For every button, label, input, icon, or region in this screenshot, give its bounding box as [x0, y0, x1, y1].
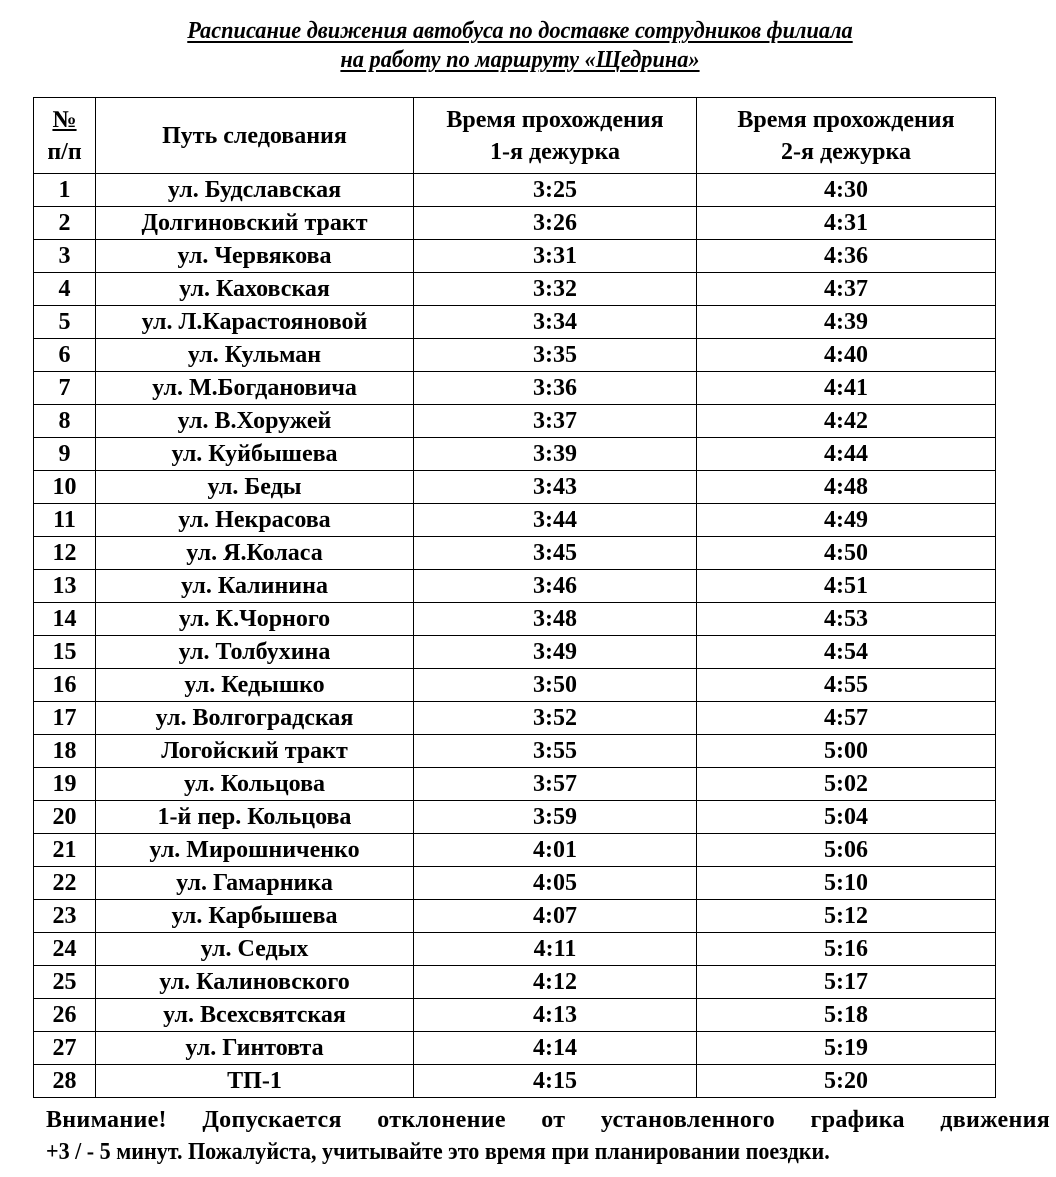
- row-path: ул. Некрасова: [96, 504, 414, 537]
- row-time-1: 4:01: [414, 834, 697, 867]
- row-time-2: 4:37: [697, 273, 996, 306]
- row-path: ул. Всехсвятская: [96, 999, 414, 1032]
- row-number: 14: [34, 603, 96, 636]
- row-number: 16: [34, 669, 96, 702]
- row-time-1: 3:50: [414, 669, 697, 702]
- schedule-table: [33, 97, 996, 1098]
- row-time-2: 4:53: [697, 603, 996, 636]
- table-row: [34, 768, 996, 801]
- row-time-2: 4:31: [697, 207, 996, 240]
- row-path: ул. Гамарника: [96, 867, 414, 900]
- row-time-1: 4:14: [414, 1032, 697, 1065]
- row-number: 24: [34, 933, 96, 966]
- header-number-line-2: п/п: [47, 138, 82, 165]
- row-path: ул. Кедышко: [96, 669, 414, 702]
- table-row: [34, 900, 996, 933]
- row-path: ул. Седых: [96, 933, 414, 966]
- table-row: [34, 438, 996, 471]
- table-row: [34, 537, 996, 570]
- header-time-1-line-2: 1-я дежурка: [490, 138, 620, 165]
- notice: [46, 1104, 1050, 1168]
- row-number: 7: [34, 372, 96, 405]
- row-number: 22: [34, 867, 96, 900]
- row-number: 21: [34, 834, 96, 867]
- row-path: ул. Кульман: [96, 339, 414, 372]
- row-time-2: 5:00: [697, 735, 996, 768]
- table-row: [34, 636, 996, 669]
- row-time-2: 4:51: [697, 570, 996, 603]
- row-time-2: 5:16: [697, 933, 996, 966]
- row-time-1: 4:11: [414, 933, 697, 966]
- row-number: 18: [34, 735, 96, 768]
- header-time-1-line-1: Время прохождения: [446, 106, 664, 133]
- row-number: 12: [34, 537, 96, 570]
- table-row: [34, 240, 996, 273]
- row-time-1: 3:52: [414, 702, 697, 735]
- title-line-2: на работу по маршруту «Щедрина»: [340, 47, 700, 73]
- row-time-2: 4:30: [697, 174, 996, 207]
- row-time-1: 3:26: [414, 207, 697, 240]
- table-row: [34, 471, 996, 504]
- row-time-2: 4:41: [697, 372, 996, 405]
- row-time-2: 5:20: [697, 1065, 996, 1098]
- row-time-2: 4:57: [697, 702, 996, 735]
- table-row: [34, 405, 996, 438]
- table-row: [34, 570, 996, 603]
- row-time-1: 4:12: [414, 966, 697, 999]
- row-path: ул. Каховская: [96, 273, 414, 306]
- row-time-1: 3:31: [414, 240, 697, 273]
- row-time-1: 3:48: [414, 603, 697, 636]
- row-number: 6: [34, 339, 96, 372]
- row-path: ул. Гинтовта: [96, 1032, 414, 1065]
- row-time-2: 5:10: [697, 867, 996, 900]
- row-path: ул. Мирошниченко: [96, 834, 414, 867]
- header-path: Путь следования: [96, 98, 414, 174]
- row-number: 4: [34, 273, 96, 306]
- row-time-1: 4:15: [414, 1065, 697, 1098]
- table-row: [34, 867, 996, 900]
- row-time-2: 4:36: [697, 240, 996, 273]
- row-number: 9: [34, 438, 96, 471]
- table-row: [34, 834, 996, 867]
- row-path: ул. В.Хоружей: [96, 405, 414, 438]
- row-path: ул. Червякова: [96, 240, 414, 273]
- row-number: 13: [34, 570, 96, 603]
- row-path: 1-й пер. Кольцова: [96, 801, 414, 834]
- row-path: Логойский тракт: [96, 735, 414, 768]
- row-time-1: 4:05: [414, 867, 697, 900]
- header-time-2-line-1: Время прохождения: [737, 106, 955, 133]
- row-time-2: 4:55: [697, 669, 996, 702]
- row-time-1: 3:36: [414, 372, 697, 405]
- table-row: [34, 966, 996, 999]
- row-path: ул. Будславская: [96, 174, 414, 207]
- row-time-1: 3:59: [414, 801, 697, 834]
- row-time-2: 4:50: [697, 537, 996, 570]
- table-row: [34, 339, 996, 372]
- row-time-1: 3:57: [414, 768, 697, 801]
- row-number: 8: [34, 405, 96, 438]
- header-number: [34, 98, 96, 174]
- row-time-2: 4:40: [697, 339, 996, 372]
- row-time-1: 3:44: [414, 504, 697, 537]
- table-row: [34, 669, 996, 702]
- row-time-1: 3:37: [414, 405, 697, 438]
- header-time-2-line-2: 2-я дежурка: [781, 138, 911, 165]
- row-time-1: 3:35: [414, 339, 697, 372]
- row-path: ул. Беды: [96, 471, 414, 504]
- row-time-1: 3:39: [414, 438, 697, 471]
- row-path: ул. Волгоградская: [96, 702, 414, 735]
- row-path: ул. Куйбышева: [96, 438, 414, 471]
- row-number: 28: [34, 1065, 96, 1098]
- table-row: [34, 735, 996, 768]
- row-path: ул. Кольцова: [96, 768, 414, 801]
- row-path: ул. Л.Карастояновой: [96, 306, 414, 339]
- table-row: [34, 1065, 996, 1098]
- row-path: ул. Карбышева: [96, 900, 414, 933]
- row-path: ТП-1: [96, 1065, 414, 1098]
- notice-line-1: Внимание! Допускается отклонение от установленного графика движения: [46, 1107, 1050, 1133]
- header-number-line-1: №: [52, 106, 77, 133]
- table-row: [34, 603, 996, 636]
- row-time-1: 4:13: [414, 999, 697, 1032]
- row-number: 5: [34, 306, 96, 339]
- row-time-2: 4:39: [697, 306, 996, 339]
- row-path: ул. Я.Коласа: [96, 537, 414, 570]
- row-time-2: 5:17: [697, 966, 996, 999]
- table-row: [34, 702, 996, 735]
- table-row: [34, 1032, 996, 1065]
- row-time-1: 3:55: [414, 735, 697, 768]
- row-time-2: 4:44: [697, 438, 996, 471]
- row-time-2: 4:42: [697, 405, 996, 438]
- row-time-1: 3:45: [414, 537, 697, 570]
- row-number: 1: [34, 174, 96, 207]
- row-number: 25: [34, 966, 96, 999]
- row-time-2: 5:19: [697, 1032, 996, 1065]
- table-row: [34, 207, 996, 240]
- header-time-2: [697, 98, 996, 174]
- row-number: 19: [34, 768, 96, 801]
- row-time-2: 4:49: [697, 504, 996, 537]
- row-path: ул. Толбухина: [96, 636, 414, 669]
- table-row: [34, 504, 996, 537]
- row-time-1: 4:07: [414, 900, 697, 933]
- row-time-1: 3:49: [414, 636, 697, 669]
- row-number: 17: [34, 702, 96, 735]
- schedule-body: [34, 174, 996, 1098]
- table-row: [34, 999, 996, 1032]
- row-path: ул. М.Богдановича: [96, 372, 414, 405]
- row-path: ул. Калинина: [96, 570, 414, 603]
- row-number: 3: [34, 240, 96, 273]
- row-time-2: 5:18: [697, 999, 996, 1032]
- table-row: [34, 372, 996, 405]
- row-time-2: 5:02: [697, 768, 996, 801]
- header-row: [34, 98, 996, 174]
- row-path: ул. Калиновского: [96, 966, 414, 999]
- row-number: 10: [34, 471, 96, 504]
- row-time-1: 3:32: [414, 273, 697, 306]
- row-path: ул. К.Чорного: [96, 603, 414, 636]
- table-row: [34, 306, 996, 339]
- row-number: 20: [34, 801, 96, 834]
- row-time-1: 3:34: [414, 306, 697, 339]
- row-time-2: 4:48: [697, 471, 996, 504]
- table-row: [34, 174, 996, 207]
- notice-line-2: +3 / - 5 минут. Пожалуйста, учитывайте это время при планировании поездки.: [46, 1139, 830, 1165]
- title-line-1: Расписание движения автобуса по доставке сотрудников филиала: [187, 18, 853, 44]
- table-row: [34, 933, 996, 966]
- row-time-2: 4:54: [697, 636, 996, 669]
- row-time-1: 3:43: [414, 471, 697, 504]
- row-number: 26: [34, 999, 96, 1032]
- row-time-2: 5:04: [697, 801, 996, 834]
- row-number: 15: [34, 636, 96, 669]
- row-number: 27: [34, 1032, 96, 1065]
- table-row: [34, 273, 996, 306]
- row-number: 2: [34, 207, 96, 240]
- row-time-2: 5:06: [697, 834, 996, 867]
- row-path: Долгиновский тракт: [96, 207, 414, 240]
- document-title: [36, 17, 1003, 75]
- row-time-1: 3:46: [414, 570, 697, 603]
- header-time-1: [414, 98, 697, 174]
- row-time-1: 3:25: [414, 174, 697, 207]
- row-number: 11: [34, 504, 96, 537]
- row-number: 23: [34, 900, 96, 933]
- table-row: [34, 801, 996, 834]
- row-time-2: 5:12: [697, 900, 996, 933]
